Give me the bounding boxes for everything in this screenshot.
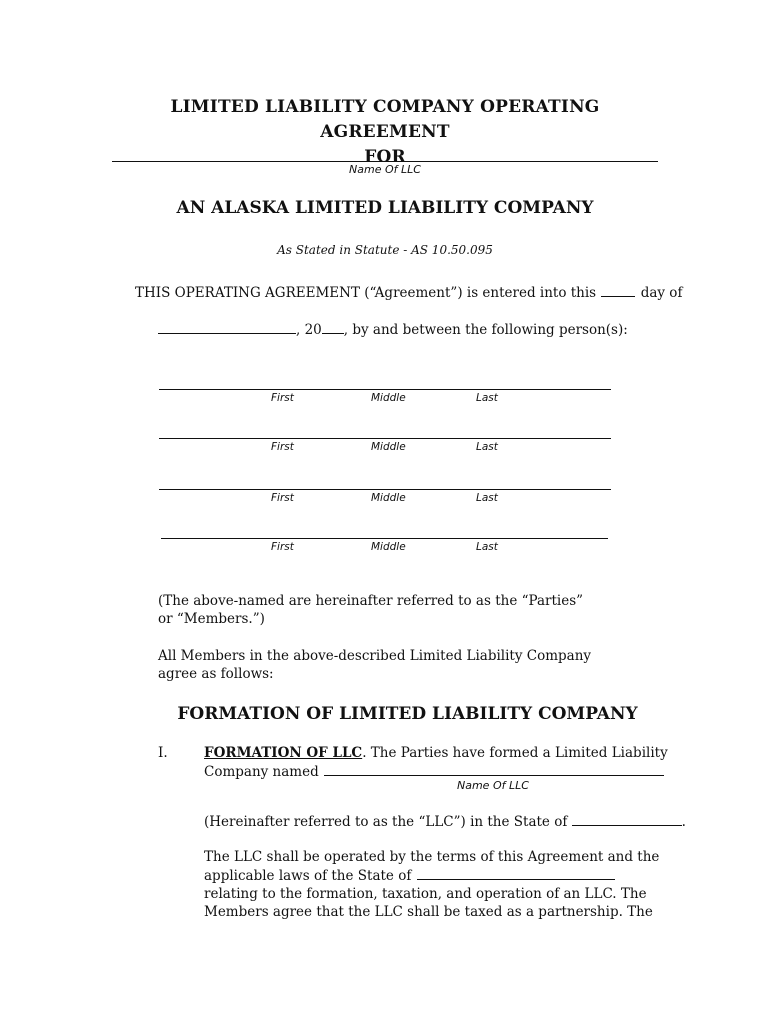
hereinafter-text: (Hereinafter referred to as the “LLC”) in the State of xyxy=(204,814,568,830)
item-formation-line-1 xyxy=(204,744,668,762)
company-named-text: Company named xyxy=(204,764,319,780)
laws-state-blank[interactable] xyxy=(417,866,615,880)
operated-line-4: Members agree that the LLC shall be taxed as a partnership. The xyxy=(204,904,653,920)
operated-line-3: relating to the formation, taxation, and operation of an LLC. The xyxy=(204,886,647,902)
title-line-2: FOR xyxy=(364,147,406,167)
parties-note: (The above-named are hereinafter referred to as the “Parties” or “Members.”) xyxy=(158,593,584,627)
item-title: FORMATION OF LLC xyxy=(204,745,363,761)
middle-label: Middle xyxy=(371,541,406,553)
hereinafter-line xyxy=(204,812,686,831)
agree-note: All Members in the above-described Limited Liability Company agree as follows: xyxy=(158,648,592,682)
intro-line-2 xyxy=(158,320,628,339)
state-subtitle: AN ALASKA LIMITED LIABILITY COMPANY xyxy=(176,198,594,218)
year-blank[interactable] xyxy=(322,320,344,334)
first-label: First xyxy=(271,441,294,453)
llc-name-caption: Name Of LLC xyxy=(349,163,421,176)
member-name-line[interactable] xyxy=(159,389,611,390)
company-name-caption: Name Of LLC xyxy=(457,779,529,792)
member-name-line[interactable] xyxy=(161,538,608,539)
member-name-line[interactable] xyxy=(159,438,611,439)
section-heading: FORMATION OF LIMITED LIABILITY COMPANY xyxy=(177,704,638,724)
intro-parties-text: , by and between the following person(s): xyxy=(343,322,628,338)
intro-text: THIS OPERATING AGREEMENT (“Agreement”) is entered into this xyxy=(135,285,597,301)
intro-year-prefix: , 20 xyxy=(296,322,322,338)
day-blank[interactable] xyxy=(601,283,635,297)
last-label: Last xyxy=(476,392,498,404)
operated-text-2: applicable laws of the State of xyxy=(204,868,412,884)
document-title xyxy=(110,95,660,170)
intro-line-1 xyxy=(135,283,682,302)
middle-label: Middle xyxy=(371,392,406,404)
intro-day-of: day of xyxy=(640,285,683,301)
state-blank[interactable] xyxy=(572,812,682,826)
item-formation-line-2 xyxy=(204,762,665,781)
company-name-blank[interactable] xyxy=(324,762,664,776)
first-label: First xyxy=(271,492,294,504)
last-label: Last xyxy=(476,441,498,453)
month-blank[interactable] xyxy=(158,320,296,334)
operated-paragraph xyxy=(204,848,659,921)
llc-name-line[interactable] xyxy=(112,161,658,162)
statute-reference: As Stated in Statute - AS 10.50.095 xyxy=(277,243,493,257)
operated-line-1: The LLC shall be operated by the terms of this Agreement and the xyxy=(204,849,660,865)
last-label: Last xyxy=(476,492,498,504)
item-text-1: . The Parties have formed a Limited Liability xyxy=(362,745,668,761)
hereinafter-end: . xyxy=(681,814,686,830)
first-label: First xyxy=(271,541,294,553)
item-number: I. xyxy=(158,745,168,761)
operated-line-2 xyxy=(204,866,659,885)
title-line-1: LIMITED LIABILITY COMPANY OPERATING AGREEMENT xyxy=(170,97,600,142)
middle-label: Middle xyxy=(371,492,406,504)
first-label: First xyxy=(271,392,294,404)
member-name-line[interactable] xyxy=(159,489,611,490)
middle-label: Middle xyxy=(371,441,406,453)
last-label: Last xyxy=(476,541,498,553)
